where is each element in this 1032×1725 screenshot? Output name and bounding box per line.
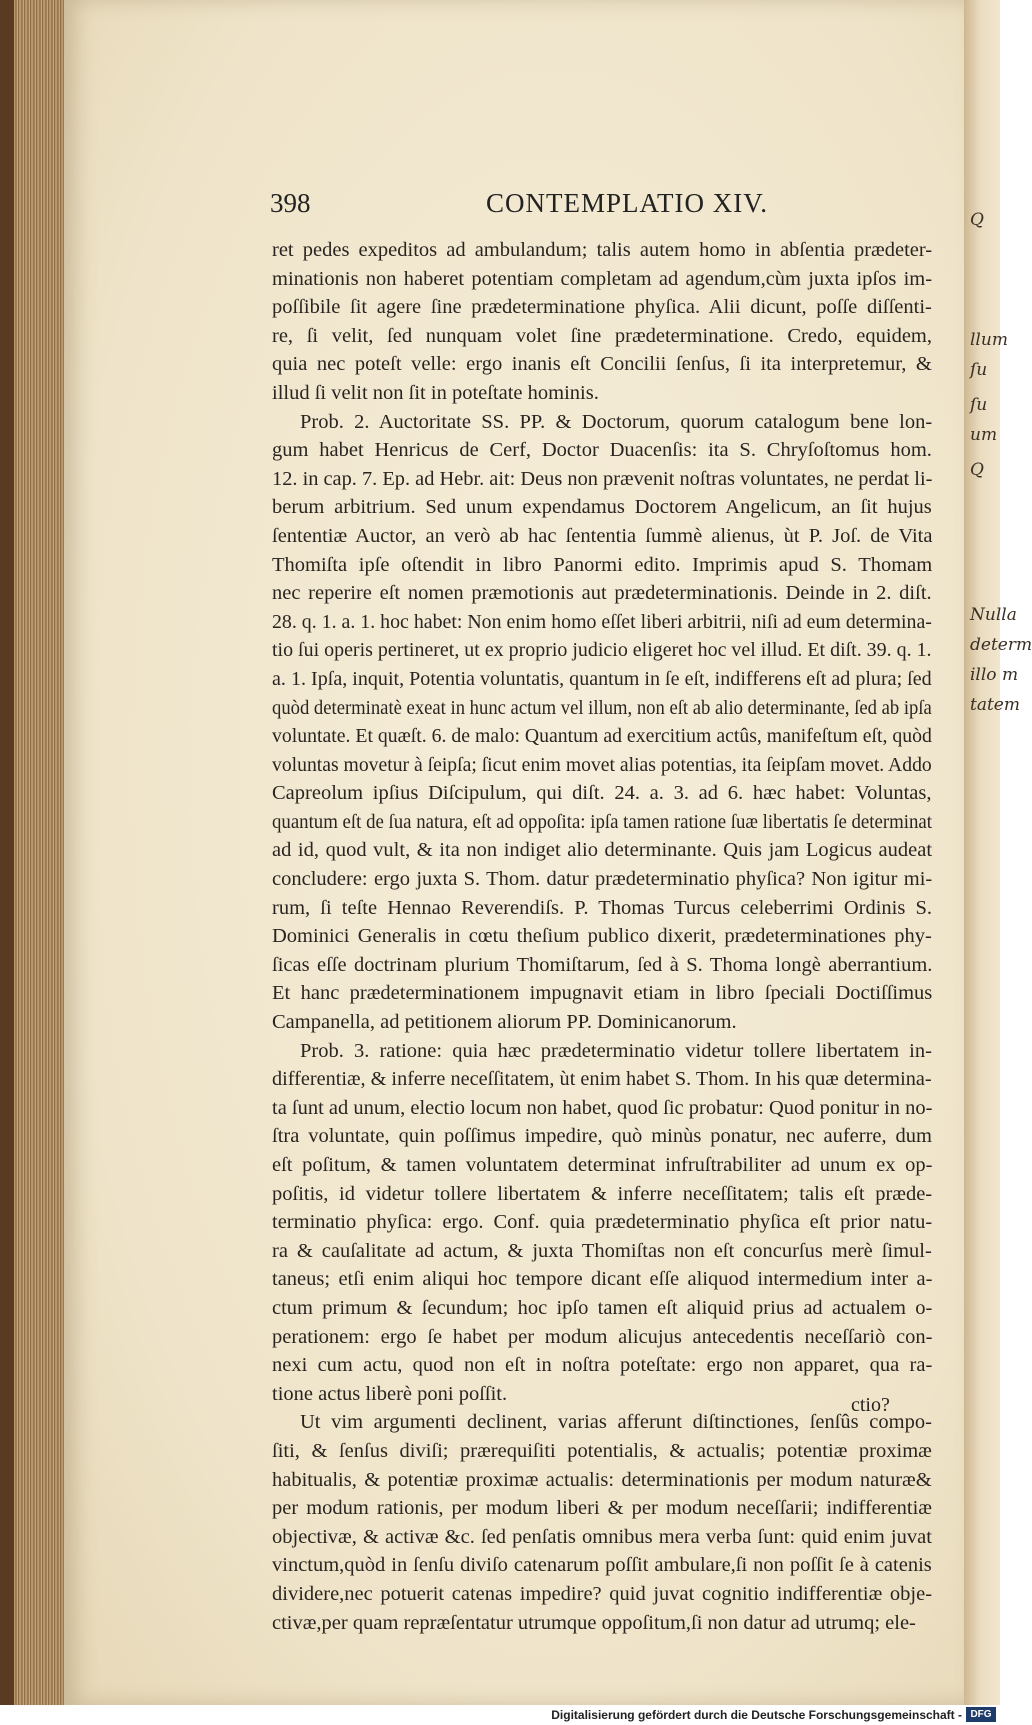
text-line: ſtra voluntate, quin poſſimus impedire, quò minùs ponatur, nec auferre, dum xyxy=(272,1125,933,1148)
text-line: nec reperire eſt nomen præmotionis aut prædeterminationis. Deinde in 2. diſt. xyxy=(272,582,932,605)
funding-credit: Digitalisierung gefördert durch die Deutsche Forschungsgemeinschaft - xyxy=(551,1708,962,1722)
page-number: 398 xyxy=(270,188,311,218)
body-text xyxy=(272,236,932,1637)
text-line: ret pedes expeditos ad ambulandum; talis autem homo in abſentia prædeter- xyxy=(272,239,933,261)
text-line: voluntas movetur à ſeipſa; ſicut enim movet alias potentias, ita ſeipſam movet. Addo xyxy=(272,753,932,776)
facing-page-fragment: ſu xyxy=(970,360,988,380)
facing-page-fragment: determ xyxy=(970,635,1032,655)
text-line: objectivæ, & activæ &c. ſed penſatis omnibus mera verba ſunt: quid enim juvat xyxy=(272,1525,932,1548)
text-line: dividere,nec potuerit catenas impedire? quid juvat cognitio indifferentiæ obje- xyxy=(272,1582,933,1605)
text-line: 28. q. 1. a. 1. hoc habet: Non enim homo eſſet liberi arbitrii, niſi ad eum determina- xyxy=(272,610,932,633)
dfg-logo: DFG xyxy=(966,1707,996,1722)
text-line: differentiæ, & inferre neceſſitatem, ùt enim habet S. Thom. In his quæ determina- xyxy=(272,1068,932,1091)
facing-page-fragment: tatem xyxy=(970,695,1020,715)
footer-bar xyxy=(0,1705,1000,1725)
text-line: Ut vim argumenti declinent, varias afferunt diſtinctiones, ſenſûs compo- xyxy=(300,1411,932,1434)
text-line: vinctum,quòd in ſenſu diviſo catenarum poſſit ambulare,ſi non poſſit ſe à catenis xyxy=(272,1554,932,1577)
text-line: Prob. 2. Auctoritate SS. PP. & Doctorum, quorum catalogum bene lon- xyxy=(300,410,933,433)
text-line: Capreolum ipſius Diſcipulum, qui diſt. 24. a. 3. ad 6. hæc habet: Voluntas, xyxy=(272,782,932,805)
text-line: 12. in cap. 7. Ep. ad Hebr. ait: Deus non prævenit noſtras voluntates, ne perdat li- xyxy=(272,467,933,490)
text-line: quantum eſt de ſua natura, eſt ad oppoſita: ipſa tamen ratione ſuæ libertatis ſe determinat xyxy=(272,810,932,833)
text-line: nexi cum actu, quod non eſt in noſtra poteſtate: ergo non apparet, qua ra- xyxy=(272,1354,933,1377)
text-line: voluntate. Et quæſt. 6. de malo: Quantum ad exercitium actûs, manifeſtum eſt, quòd xyxy=(272,725,932,748)
text-line: quia nec poteſt velle: ergo inanis eſt Concilii ſenſus, ſi ita interpretemur, & xyxy=(272,353,932,376)
text-line: poſitis, id videtur tollere libertatem & inferre neceſſitatem; talis eſt præde- xyxy=(272,1182,933,1205)
text-line: re, ſi velit, ſed nunquam volet ſine prædeterminatione. Credo, equidem, xyxy=(272,324,932,347)
text-line: ſententiæ Auctor, an verò ab hac ſententia ſummè alienus, ùt P. Joſ. de Vita xyxy=(272,524,933,547)
facing-page-fragment: um xyxy=(970,425,998,445)
text-line: ſiti, & ſenſus diviſi; prærequiſiti potentialis, & actualis; potentiæ proximæ xyxy=(272,1439,932,1462)
running-title: CONTEMPLATIO XIV. xyxy=(486,188,769,218)
text-line: rum, ſi teſte Hennao Reverendiſs. P. Thomas Turcus celeberrimi Ordinis S. xyxy=(272,896,932,919)
text-line: berum arbitrium. Sed unum expendamus Doctorem Angelicum, an ſit hujus xyxy=(272,496,932,519)
facing-page-fragment: Nulla xyxy=(970,605,1017,625)
text-line: illud ſi velit non ſit in poteſtate hominis. xyxy=(272,381,599,404)
text-line: quòd determinatè exeat in hunc actum vel illum, non eſt ab alio determinante, ſed ab ipſa xyxy=(272,696,932,719)
text-line: per modum rationis, per modum liberi & per modum neceſſarii; indifferentiæ xyxy=(272,1497,932,1520)
facing-page-fragment: ſu xyxy=(970,395,988,415)
text-line: ctum primum & ſecundum; hoc ipſo tamen eſt aliquid prius ad actualem o- xyxy=(272,1296,933,1319)
text-line: Dominici Generalis in cœtu theſium publico dixerit, prædeterminationes phy- xyxy=(272,925,932,948)
text-line: perationem: ergo ſe habet per modum alicujus antecedentis neceſſariò con- xyxy=(272,1325,933,1348)
text-line: Thomiſta ipſe oſtendit in libro Panormi edito. Imprimis apud S. Thomam xyxy=(272,553,933,576)
text-line: ctivæ,per quam repræſentatur utrumque oppoſitum,ſi non datur ad utrumq; ele- xyxy=(272,1611,916,1634)
text-line: tio ſui operis pertineret, ut ex proprio judicio eligeret hoc vel illud. Et diſt. 39. q. 1. xyxy=(272,639,932,662)
text-line: gum habet Henricus de Cerf, Doctor Duacenſis: ita S. Chryſoſtomus hom. xyxy=(272,439,932,462)
text-line: taneus; etſi enim aliqui hoc tempore dicant eſſe aliquod intermedium inter a- xyxy=(272,1268,933,1291)
facing-page-fragment: Q xyxy=(970,460,984,480)
text-line: ad id, quod vult, & ita non indiget alio determinante. Quis jam Logicus audeat xyxy=(272,839,933,862)
text-line: ta ſunt ad unum, electio locum non habet, quod ſic probatur: Quod ponitur in no- xyxy=(272,1096,933,1119)
text-line: a. 1. Ipſa, inquit, Potentia voluntatis, quantum in ſe eſt, indifferens eſt ad plura; ſed xyxy=(272,667,932,690)
text-line: minationis non haberet potentiam completam ad agendum,cùm juxta ipſos im- xyxy=(272,267,933,290)
text-line: terminatio phyſica: ergo. Conf. quia prædeterminatio phyſica eſt prior natu- xyxy=(272,1211,933,1234)
text-line: habitualis, & potentiæ proximæ actualis: determinationis per modum naturæ& xyxy=(272,1468,932,1491)
text-line: eſt poſitum, & tamen voluntatem determinat infruſtrabiliter ad unum ex op- xyxy=(272,1154,933,1176)
facing-page-fragment: illo m xyxy=(970,665,1019,685)
text-line: Prob. 3. ratione: quia hæc prædeterminatio videtur tollere libertatem in- xyxy=(300,1039,932,1062)
text-line: tione actus liberè poni poſſit. xyxy=(272,1382,508,1405)
text-line: ra & cauſalitate ad actum, & juxta Thomiſtas non eſt concurſus merè ſimul- xyxy=(272,1239,932,1262)
text-line: poſſibile ſit agere ſine prædeterminatione phyſica. Alii dicunt, poſſe diſſenti- xyxy=(272,296,932,319)
page-header xyxy=(270,188,775,228)
text-line: concludere: ergo juxta S. Thom. datur prædeterminatio phyſica? Non igitur mi- xyxy=(272,868,933,891)
text-line: Campanella, ad petitionem aliorum PP. Dominicanorum. xyxy=(272,1011,737,1034)
facing-page-fragments xyxy=(968,210,1032,1010)
text-line: Et hanc prædeterminationem impugnavit etiam in libro ſpeciali Doctiſſimus xyxy=(272,982,933,1005)
book-binding xyxy=(0,0,14,1705)
catchword: ctio? xyxy=(851,1394,890,1416)
facing-page-fragment: Q xyxy=(970,210,984,230)
facing-page-fragment: llum xyxy=(970,330,1008,350)
text-line: ſicas eſſe doctrinam plurium Thomiſtarum, ſed à S. Thoma longè aberrantium. xyxy=(272,953,933,976)
